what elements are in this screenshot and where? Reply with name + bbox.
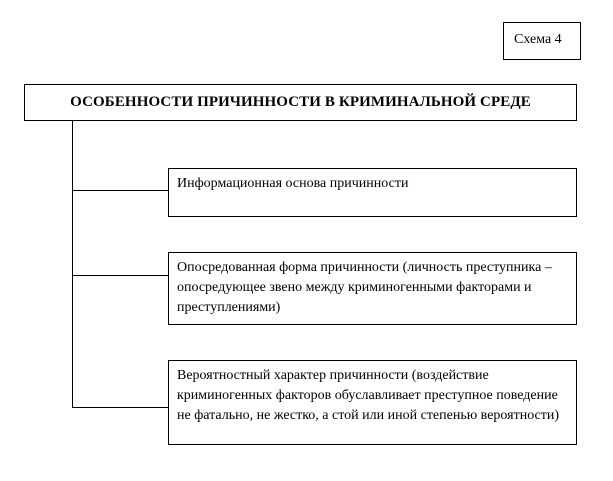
item-mediated-form: Опосредованная форма причинности (личность преступника – опосредующее звено между криминогенными факторами и преступлениями)	[168, 252, 577, 325]
item-probabilistic-nature: Вероятностный характер причинности (воздействие криминогенных факторов обуславливает преступное поведение не фатально, не жестко, а стой или иной степенью вероятности)	[168, 360, 577, 445]
connector-item-3	[72, 407, 168, 408]
connector-item-1	[72, 190, 168, 191]
connector-item-2	[72, 275, 168, 276]
scheme-label: Схема 4	[503, 22, 581, 60]
diagram-title: ОСОБЕННОСТИ ПРИЧИННОСТИ В КРИМИНАЛЬНОЙ СРЕДЕ	[24, 84, 577, 121]
vertical-connector	[72, 121, 73, 408]
item-information-basis: Информационная основа причинности	[168, 168, 577, 217]
